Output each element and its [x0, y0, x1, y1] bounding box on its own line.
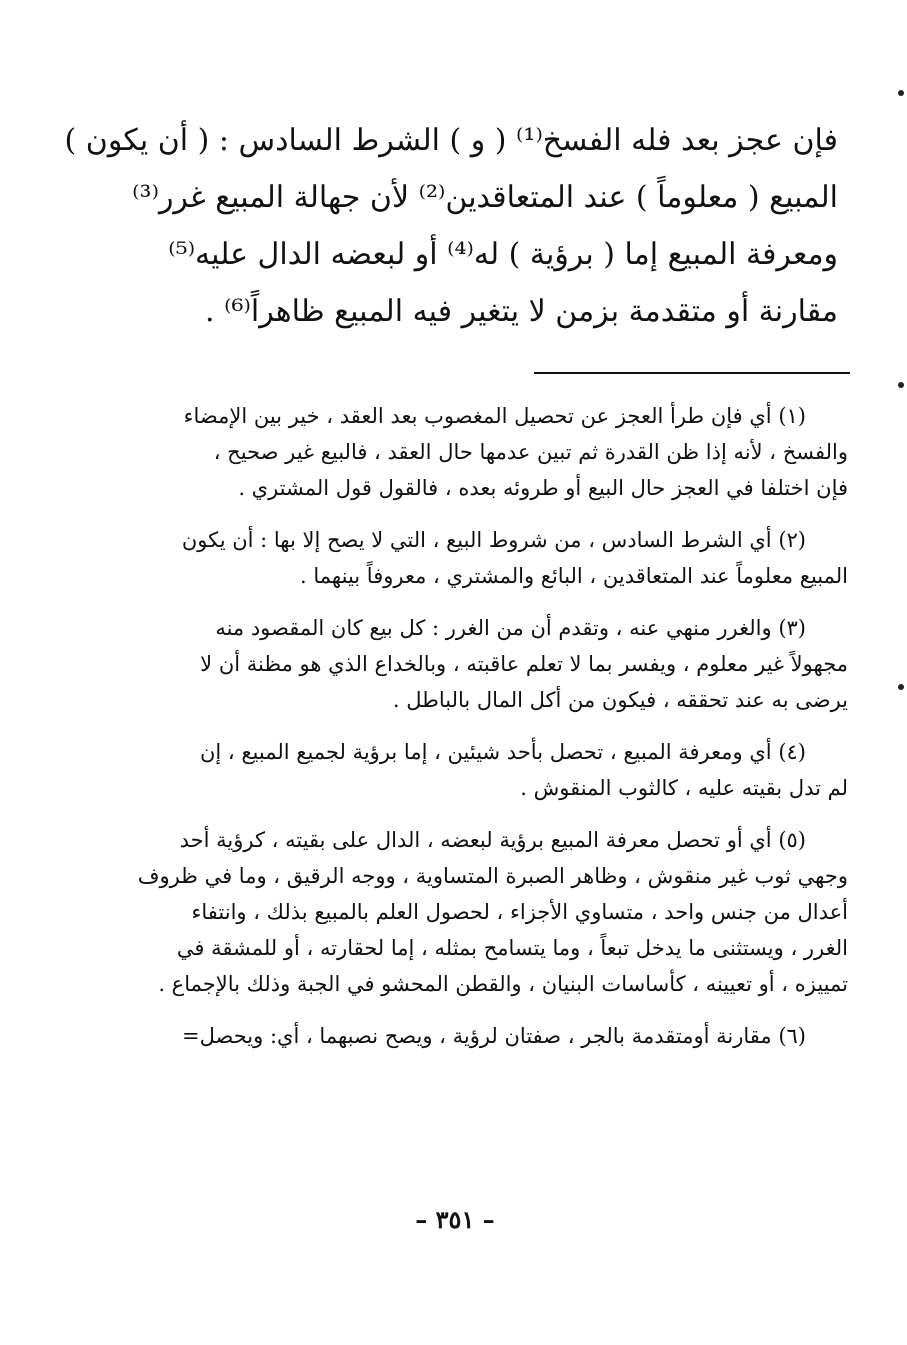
footnote-line: (٤) أي ومعرفة المبيع ، تحصل بأحد شيئين ، إما برؤية لجميع المبيع ، إن: [200, 740, 806, 764]
footnote-number: (١): [778, 404, 806, 428]
footnote-4: [110, 734, 848, 806]
main-text-line: المبيع ( معلوماً ) عند المتعاقدين⁽²⁾ لأن جهالة المبيع غرر⁽³⁾: [132, 180, 838, 215]
footnote-line: تمييزه ، أو تعيينه ، كأساسات البنيان ، والقطن المحشو في الجبة وذلك بالإجماع .: [158, 972, 848, 996]
footnote-3: [110, 610, 848, 718]
footnote-number: (٣): [778, 616, 806, 640]
main-text-line: ومعرفة المبيع إما ( برؤية ) له⁽⁴⁾ أو لبعضه الدال عليه⁽⁵⁾: [168, 237, 838, 272]
footnote-number: (٢): [778, 528, 806, 552]
footnote-line: فإن اختلفا في العجز حال البيع أو طروئه بعده ، فالقول قول المشتري .: [238, 476, 848, 500]
scan-edge-mark: [898, 382, 904, 388]
main-text-line: مقارنة أو متقدمة بزمن لا يتغير فيه المبيع ظاهراً⁽⁶⁾ .: [205, 294, 838, 329]
footnote-line: وجهي ثوب غير منقوش ، وظاهر الصبرة المتساوية ، ووجه الرقيق ، وما في ظروف: [137, 864, 848, 888]
footnote-number: (٤): [778, 740, 806, 764]
footnote-divider: [534, 372, 850, 374]
page-number: – ٣٥١ –: [415, 1205, 495, 1234]
main-text-line: فإن عجز بعد فله الفسخ⁽¹⁾ ( و ) الشرط السادس : ( أن يكون ): [64, 123, 838, 158]
footnote-number: (٦): [778, 1024, 806, 1048]
footnote-2: [110, 522, 848, 594]
scan-edge-mark: [898, 684, 904, 690]
footnote-line: (٢) أي الشرط السادس ، من شروط البيع ، التي لا يصح إلا بها : أن يكون: [181, 528, 806, 552]
footnote-1: [110, 398, 848, 506]
footnote-line: مجهولاً غير معلوم ، ويفسر بما لا تعلم عاقبته ، وبالخداع الذي هو مظنة أن لا: [200, 652, 848, 676]
footnote-line: (٥) أي أو تحصل معرفة المبيع برؤية لبعضه ، الدال على بقيته ، كرؤية أحد: [179, 828, 806, 852]
footnote-line: (١) أي فإن طرأ العجز عن تحصيل المغصوب بعد العقد ، خير بين الإمضاء: [183, 404, 806, 428]
footnote-6: [110, 1018, 848, 1054]
footnotes-section: [110, 398, 848, 1070]
footnote-line: (٦) مقارنة أومتقدمة بالجر ، صفتان لرؤية ، ويصح نصبهما ، أي: ويحصل=: [182, 1024, 806, 1048]
footnote-line: (٣) والغرر منهي عنه ، وتقدم أن من الغرر : كل بيع كان المقصود منه: [215, 616, 806, 640]
footnote-line: يرضى به عند تحققه ، فيكون من أكل المال بالباطل .: [392, 688, 848, 712]
footnote-line: لم تدل بقيته عليه ، كالثوب المنقوش .: [520, 776, 848, 800]
scan-edge-mark: [898, 90, 904, 96]
main-text-block: [64, 112, 838, 340]
footnote-number: (٥): [778, 828, 806, 852]
footnote-line: المبيع معلوماً عند المتعاقدين ، البائع والمشتري ، معروفاً بينهما .: [300, 564, 848, 588]
footnote-line: الغرر ، ويستثنى ما يدخل تبعاً ، وما يتسامح بمثله ، إما لحقارته ، أو للمشقة في: [176, 936, 848, 960]
footnote-5: [110, 822, 848, 1002]
footnote-line: أعدال من جنس واحد ، متساوي الأجزاء ، لحصول العلم بالمبيع بذلك ، وانتفاء: [191, 900, 848, 924]
footnote-line: والفسخ ، لأنه إذا ظن القدرة ثم تبين عدمها حال العقد ، فالبيع غير صحيح ،: [213, 440, 848, 464]
